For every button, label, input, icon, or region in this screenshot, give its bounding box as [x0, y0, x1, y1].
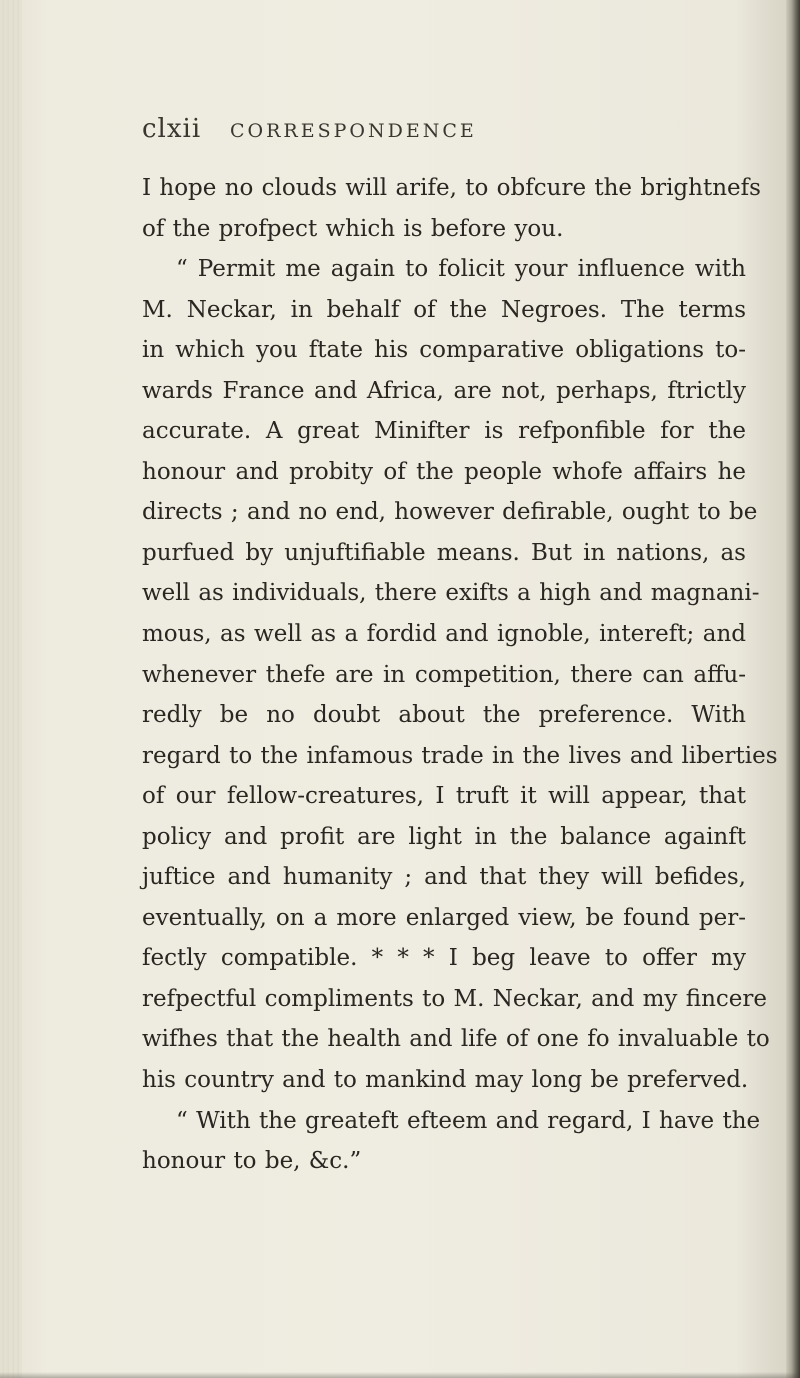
text-line: juftice and humanity ; and that they will befides,	[142, 864, 746, 891]
text-line: his country and to mankind may long be preferved.	[142, 1067, 749, 1094]
text-line: of the profpect which is before you.	[142, 215, 564, 242]
page-header	[142, 114, 742, 154]
page-left-edge	[0, 0, 22, 1378]
text-line: eventually, on a more enlarged view, be found per-	[142, 904, 746, 931]
text-line: mous, as well as a fordid and ignoble, intereft; and	[142, 621, 746, 648]
text-line: of our fellow-creatures, I truft it will appear, that	[142, 783, 746, 810]
page-bottom-shadow	[0, 1372, 800, 1378]
text-line: honour to be, &c.”	[142, 1148, 362, 1175]
text-line: well as individuals, there exifts a high and magnani-	[142, 580, 760, 607]
text-line: redly be no doubt about the preference. With	[142, 702, 746, 729]
text-line: refpectful compliments to M. Neckar, and my fincere	[142, 985, 767, 1012]
text-line: whenever thefe are in competition, there can affu-	[142, 661, 746, 688]
text-line: I hope no clouds will arife, to obfcure the brightnefs	[142, 175, 761, 201]
text-line: wifhes that the health and life of one fo invaluable to	[142, 1026, 770, 1053]
text-line: honour and probity of the people whofe affairs he	[142, 458, 746, 485]
text-line: “ With the greateft efteem and regard, I have the	[176, 1107, 761, 1134]
text-line: in which you ftate his comparative obligations to-	[142, 337, 746, 364]
text-line: purfued by unjuftifiable means. But in nations, as	[142, 539, 746, 566]
text-line: fectly compatible. * * * I beg leave to offer my	[142, 945, 746, 972]
text-line: “ Permit me again to folicit your influence with	[176, 256, 746, 283]
page-gutter-shadow	[786, 0, 800, 1378]
text-line: accurate. A great Minifter is refponfible for the	[142, 418, 746, 445]
text-line: wards France and Africa, are not, perhaps, ftrictly	[142, 377, 746, 404]
text-line: M. Neckar, in behalf of the Negroes. The terms	[142, 296, 746, 323]
text-line: policy and profit are light in the balance againft	[142, 823, 746, 850]
text-line: directs ; and no end, however defirable, ought to be	[142, 499, 758, 526]
page-number: clxii	[142, 114, 202, 144]
running-head: CORRESPONDENCE	[230, 120, 477, 142]
body-text	[142, 168, 778, 1182]
text-line: regard to the infamous trade in the lives and liberties	[142, 742, 778, 769]
